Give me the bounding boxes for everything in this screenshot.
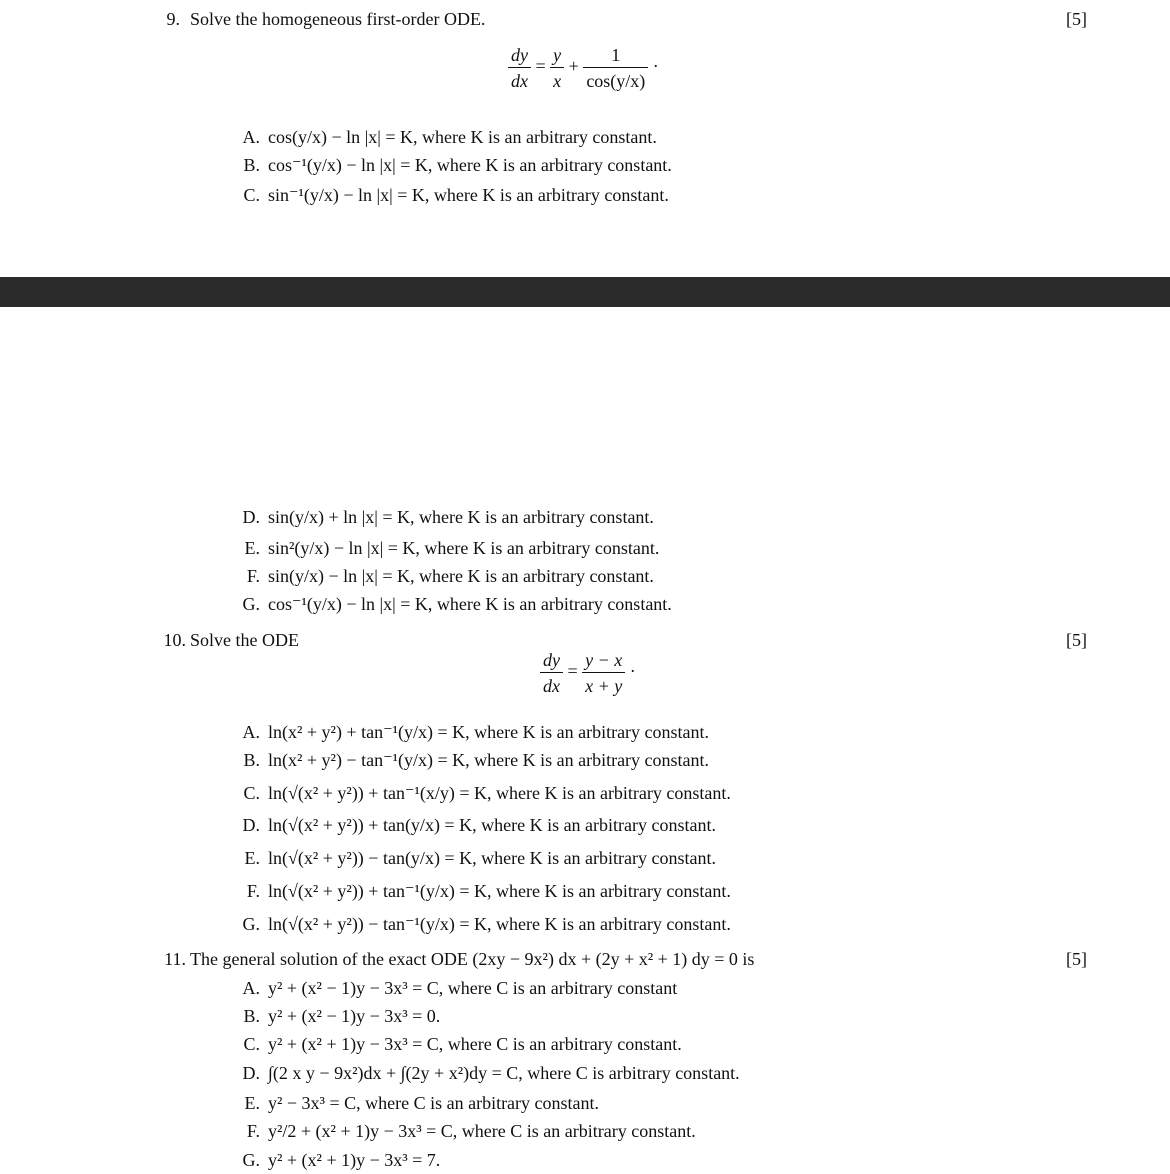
q11-option-d-expr: ∫(2 x y − 9x²)dx + ∫(2y + x²)dy = C <box>268 1063 519 1083</box>
q9-option-e <box>268 539 659 557</box>
q11-option-g-expr: y² + (x² + 1)y − 3x³ = 7. <box>268 1150 441 1170</box>
q10-option-f-tail: , where K is an arbitrary constant. <box>486 881 731 901</box>
question-9-prompt: Solve the homogeneous first-order ODE. <box>190 9 486 29</box>
eq10-equals: = <box>567 661 578 682</box>
q10-option-f <box>268 882 731 900</box>
eq9-end: · <box>652 56 659 77</box>
eq9-t1-den: x <box>553 71 562 91</box>
q9-option-g-tail: , where K is an arbitrary constant. <box>427 594 672 614</box>
q9-option-d-expr: sin(y/x) + ln |x| = K <box>268 507 411 527</box>
q11-option-e-expr: y² − 3x³ = C <box>268 1093 357 1113</box>
q10-option-g-expr: ln(√(x² + y²)) − tan⁻¹(y/x) = K <box>268 914 487 934</box>
q9-option-d <box>268 508 654 526</box>
q10-option-c-expr: ln(√(x² + y²)) + tan⁻¹(x/y) = K <box>268 783 487 803</box>
q11-option-d-label: D. <box>242 1063 260 1083</box>
q10-option-a-label: A. <box>242 722 260 742</box>
q11-option-c-tail: , where C is an arbitrary constant. <box>438 1034 682 1054</box>
question-10-prompt: Solve the ODE <box>190 630 299 650</box>
eq10-lhs-num: dy <box>540 651 563 673</box>
q9-option-f-label: F. <box>246 566 260 586</box>
q11-option-b-expr: y² + (x² − 1)y − 3x³ = 0. <box>268 1006 441 1026</box>
page-break-bar <box>0 277 1170 307</box>
q9-option-c-expr: sin⁻¹(y/x) − ln |x| = K <box>268 185 425 205</box>
q9-option-f-expr: sin(y/x) − ln |x| = K <box>268 566 411 586</box>
q11-option-e <box>268 1094 599 1112</box>
question-10-equation <box>540 651 636 695</box>
eq10-end: · <box>629 661 636 682</box>
q9-option-b-expr: cos⁻¹(y/x) − ln |x| = K <box>268 155 428 175</box>
q11-option-c-expr: y² + (x² + 1)y − 3x³ = C <box>268 1034 439 1054</box>
q10-option-d-tail: , where K is an arbitrary constant. <box>472 815 717 835</box>
q11-option-b <box>268 1007 440 1025</box>
q9-option-a-tail: , where K is an arbitrary constant. <box>413 127 657 147</box>
q10-option-e <box>268 849 716 867</box>
question-10-number: 10. <box>163 630 186 650</box>
question-9-equation <box>508 46 659 90</box>
q11-option-a-label: A. <box>242 978 260 998</box>
q11-option-d <box>268 1064 740 1082</box>
q11-option-c <box>268 1035 682 1053</box>
q11-option-f <box>268 1122 696 1140</box>
question-10-marks: [5] <box>1066 630 1087 650</box>
q9-option-g-label: G. <box>242 594 260 614</box>
q9-option-d-tail: , where K is an arbitrary constant. <box>410 507 654 527</box>
q10-option-a-expr: ln(x² + y²) + tan⁻¹(y/x) = K <box>268 722 466 742</box>
q10-option-f-label: F. <box>246 881 260 901</box>
q9-option-a-expr: cos(y/x) − ln |x| = K <box>268 127 413 147</box>
q10-option-g-label: G. <box>242 914 260 934</box>
q11-option-a-expr: y² + (x² − 1)y − 3x³ = C <box>268 978 439 998</box>
q10-option-d-expr: ln(√(x² + y²)) + tan(y/x) = K <box>268 815 473 835</box>
question-9-marks: [5] <box>1066 9 1087 29</box>
eq9-t2-den: cos(y/x) <box>586 71 646 91</box>
q11-option-e-label: E. <box>244 1093 260 1113</box>
eq9-lhs-den: dx <box>511 71 528 91</box>
q11-option-a-tail: , where C is an arbitrary constant <box>438 978 678 998</box>
q9-option-c-tail: , where K is an arbitrary constant. <box>424 185 669 205</box>
q9-option-g-expr: cos⁻¹(y/x) − ln |x| = K <box>268 594 428 614</box>
q9-option-a <box>268 128 657 146</box>
question-11-number: 11. <box>164 949 186 969</box>
eq9-t1-num: y <box>550 46 564 68</box>
q10-option-e-expr: ln(√(x² + y²)) − tan(y/x) = K <box>268 848 473 868</box>
q11-option-g <box>268 1151 440 1169</box>
q10-option-b-expr: ln(x² + y²) − tan⁻¹(y/x) = K <box>268 750 466 770</box>
q10-option-e-tail: , where K is an arbitrary constant. <box>472 848 717 868</box>
q9-option-a-label: A. <box>242 127 260 147</box>
q9-option-e-expr: sin²(y/x) − ln |x| = K <box>268 538 416 558</box>
q9-option-e-tail: , where K is an arbitrary constant. <box>415 538 660 558</box>
q10-option-b-label: B. <box>243 750 260 770</box>
q10-option-e-label: E. <box>244 848 260 868</box>
q10-option-a-tail: , where K is an arbitrary constant. <box>465 722 710 742</box>
q10-option-c <box>268 784 731 802</box>
q10-option-c-tail: , where K is an arbitrary constant. <box>486 783 731 803</box>
eq9-lhs-num: dy <box>508 46 531 68</box>
q9-option-c <box>268 186 669 204</box>
eq10-r-num: y − x <box>582 651 625 673</box>
eq9-plus: + <box>568 56 579 77</box>
q11-option-f-label: F. <box>246 1121 260 1141</box>
q10-option-b <box>268 751 709 769</box>
q10-option-d <box>268 816 716 834</box>
q9-option-b-label: B. <box>243 155 260 175</box>
eq10-r-den: x + y <box>585 676 623 696</box>
q11-option-d-tail: , where C is arbitrary constant. <box>518 1063 740 1083</box>
question-9-number: 9. <box>166 9 180 29</box>
q9-option-c-label: C. <box>243 185 260 205</box>
q10-option-g-tail: , where K is an arbitrary constant. <box>486 914 731 934</box>
q11-option-c-label: C. <box>243 1034 260 1054</box>
q10-option-g <box>268 915 731 933</box>
q10-option-d-label: D. <box>242 815 260 835</box>
q9-option-f <box>268 567 654 585</box>
q9-option-d-label: D. <box>242 507 260 527</box>
question-11-prompt: The general solution of the exact ODE (2xy − 9x²) dx + (2y + x² + 1) dy = 0 is <box>190 949 755 969</box>
eq10-lhs-den: dx <box>543 676 560 696</box>
q9-option-e-label: E. <box>244 538 260 558</box>
q11-option-a <box>268 979 677 997</box>
q11-option-g-label: G. <box>242 1150 260 1170</box>
q10-option-b-tail: , where K is an arbitrary constant. <box>465 750 710 770</box>
q11-option-e-tail: , where C is an arbitrary constant. <box>356 1093 600 1113</box>
q11-option-f-tail: , where C is an arbitrary constant. <box>452 1121 696 1141</box>
q10-option-a <box>268 723 709 741</box>
question-11-marks: [5] <box>1066 949 1087 969</box>
q9-option-f-tail: , where K is an arbitrary constant. <box>410 566 654 586</box>
q11-option-f-expr: y²/2 + (x² + 1)y − 3x³ = C <box>268 1121 453 1141</box>
q9-option-b <box>268 156 672 174</box>
q9-option-b-tail: , where K is an arbitrary constant. <box>427 155 672 175</box>
q11-option-b-label: B. <box>243 1006 260 1026</box>
eq9-equals: = <box>535 56 546 77</box>
q10-option-c-label: C. <box>243 783 260 803</box>
q10-option-f-expr: ln(√(x² + y²)) + tan⁻¹(y/x) = K <box>268 881 487 901</box>
q9-option-g <box>268 595 672 613</box>
eq9-t2-num: 1 <box>583 46 648 68</box>
